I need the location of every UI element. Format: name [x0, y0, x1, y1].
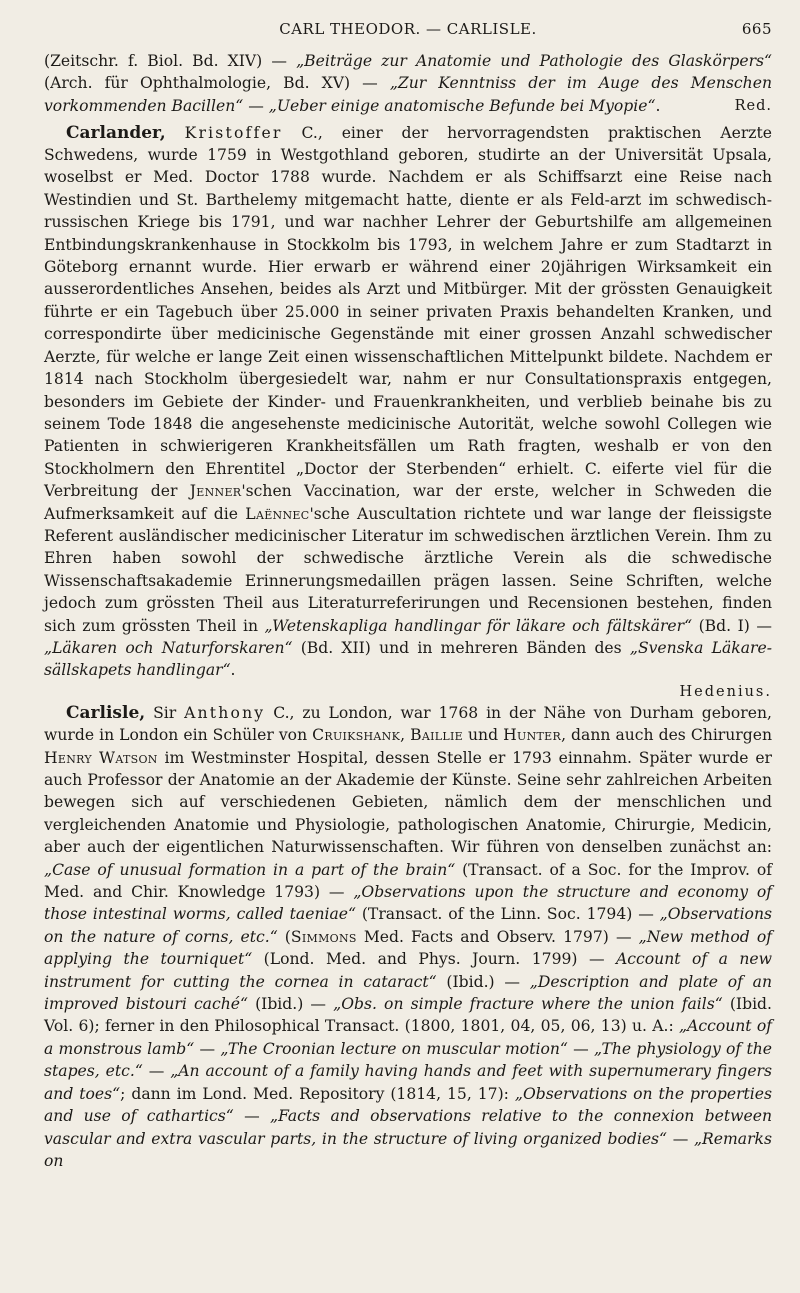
work-title: „New method of applying the tourniquet“ — [44, 927, 772, 969]
work-title: „Obs. on simple fracture where the union fails“ — [333, 995, 723, 1014]
work-title: „The physiology of the stapes, etc.“ — [44, 1039, 772, 1081]
text: — — [243, 96, 269, 115]
entry-headword: Carlisle, — [66, 702, 146, 723]
work-title: „Observations on the nature of corns, etc.“ — [44, 905, 772, 946]
person-name: Jenner — [189, 482, 242, 501]
person-name: Laënnec — [245, 504, 310, 523]
work-title: „Remarks on — [44, 1129, 773, 1170]
text: Sir — [145, 703, 185, 722]
entry-forename: Anthony — [184, 703, 266, 722]
entry-forename: Kristoffer — [184, 123, 283, 142]
work-title: „Observations on the properties and use of cathartics“ — [44, 1084, 773, 1126]
work-title: „The Croonian lecture on muscular motion“ — [220, 1039, 568, 1058]
person-name: Cruikshank — [312, 726, 401, 745]
work-title: „Case of unusual formation in a part of the brain“ — [44, 860, 456, 879]
work-title: „Wetenskapliga handlingar för läkare och fältskärer“ — [264, 616, 693, 635]
text: (Bd. I) — — [692, 616, 772, 635]
work-title: „Observations upon the structure and economy of those intestinal worms, called taeniae“ — [44, 883, 772, 924]
work-title: „An account of a family having hands and feet with supernumerary fingers and toes“ — [44, 1062, 773, 1103]
text: (Arch. für Ophthalmologie, Bd. XV) — — [44, 74, 390, 93]
work-title: „Beiträge zur Anatomie und Pathologie des Glaskörpers“ — [296, 52, 772, 70]
text: 'sche Auscultation richtete und war lange der fleissigste Referent ausländischer medicinischer Literatur im schwedischen ärztlichen Verein. Ihm zu Ehren haben sowohl der schwedische ärztliche Verein als die schwedische Wissenschaftsakademie Erinnerungsmedaillen prägen lassen. Seine Schriften, welche jedoch zum grössten Theil aus Literaturreferirungen und Recensionen bestehen, finden sich zum grössten Theil in — [44, 504, 772, 635]
work-title: „Läkaren och Naturforskaren“ — [44, 638, 293, 657]
text: . — [230, 661, 236, 680]
text: (Ibid.) — — [436, 972, 530, 991]
text: (Transact. of a Soc. for the Improv. of Med. and Chir. Knowledge 1793) — — [44, 860, 772, 902]
page-number: 665 — [741, 20, 772, 38]
work-title: Account of a new instrument for cutting the cornea in cataract“ — [44, 950, 772, 991]
work-title: „Account of a monstrous lamb“ — [44, 1017, 773, 1058]
entry-headword: Carlander, — [66, 122, 166, 143]
text: Med. Facts and Observ. 1797) — — [356, 927, 639, 946]
text: — — [233, 1107, 271, 1126]
work-title: „Svenska Läkare-sällskapets handlingar“ — [44, 638, 772, 680]
text: (Zeitschr. f. Biol. Bd. XIV) — — [44, 52, 297, 70]
text: C., zu London, war 1768 in der Nähe von Durham geboren, wurde in London ein Schüler von — [44, 703, 772, 745]
text: — — [142, 1062, 171, 1081]
text: C., einer der hervorragendsten praktischen Aerzte Schwedens, wurde 1759 in Westgothland geboren, studirte an der Universität Upsala, woselbst er Med. Doctor 1788 wurde. Nachdem er als Schiffsarzt eine Reise nach Westindien und St. Barthelemy mitgemacht hatte, diente er als Feld-arzt im schwedisch-russischen Kriege bis 1791, und war nachher Lehrer der Geburtshilfe am allgemeinen Entbindungskrankenhause in Stockkolm bis 1793, in welchem Jahre er zum Stadtarzt in Göteborg ernannt wurde. Hier erwarb er während einer 20jährigen Wirksamkeit ein ausserordentliches Ansehen, beides als Arzt und Mitbürger. Mit der grössten Genauigkeit führte er ein Tagebuch über 25.000 in seiner privaten Praxis behandelten Kranken, und correspondirte über medicinische Gegenstände mit einer grossen Anzahl schwedischer Aerzte, für welche er lange Zeit einen wissenschaftlichen Mittelpunkt bildete. Nachdem er 1814 nach Stockholm übergesiedelt war, nahm er nur Consultationspraxis entgegen, besonders im Gebiete der Kinder- und Frauenkrankheiten, und verblieb beinahe bis zu seinem Tode 1848 die angesehenste medicinische Autorität, welche sowohl Collegen wie Patienten in schwierigeren Krankheitsfällen um Rath fragten, weshalb er von den Stockholmern den Ehrentitel „Doctor der Sterbenden“ erhielt. C. eiferte viel für die Verbreitung der — [44, 123, 772, 501]
author-signature: Hedenius. — [679, 683, 772, 700]
running-title: CARL THEODOR. — CARLISLE. — [279, 20, 537, 38]
text: . — [655, 96, 661, 115]
text: im Westminster Hospital, dessen Stelle er 1793 einnahm. Später wurde er auch Professor der Anatomie an der Akademie der Künste. Seine sehr zahlreichen Arbeiten bewegen sich auf verschiedenen Gebieten, nämlich dem der menschlichen und vergleichenden Anatomie und Physiologie, pathologischen Anatomie, Chirurgie, Medicin, aber auch der eigentlichen Naturwissenschaften. Wir führen von denselben zunächst an: — [44, 748, 772, 857]
person-name: Simmons — [290, 927, 357, 946]
person-name: Henry Watson — [44, 748, 158, 767]
text: ; dann im Lond. Med. Repository (1814, 15, 17): — [120, 1084, 515, 1103]
work-title: „Facts and observations relative to the connexion between vascular and extra vascular parts, in the structure of living organized bodies“ — [44, 1107, 772, 1148]
text: (Transact. of the Linn. Soc. 1794) — — [355, 905, 660, 924]
running-head — [44, 20, 772, 50]
author-signature: Red. — [734, 98, 772, 115]
work-title: „Zur Kenntniss der im Auge des Menschen vorkommenden Bacillen“ — [44, 74, 772, 115]
text: , dann auch des Chirurgen — [561, 726, 773, 745]
text: (Ibid.) — — [247, 995, 334, 1014]
person-name: Baillie — [410, 726, 463, 745]
text: — — [667, 1129, 694, 1148]
text: — — [567, 1039, 594, 1058]
work-title: „Description and plate of an improved bistouri caché“ — [44, 972, 772, 1014]
text: (Bd. XII) und in mehreren Bänden des — [292, 638, 630, 657]
text: , — [400, 726, 411, 745]
text: (Lond. Med. and Phys. Journ. 1799) — — [252, 950, 617, 969]
text: 'schen Vaccination, war der erste, welcher in Schweden die Aufmerksamkeit auf die — [44, 482, 772, 523]
person-name: Hunter — [503, 726, 562, 745]
work-title: „Ueber einige anatomische Befunde bei Myopie“ — [268, 96, 656, 115]
text: und — [462, 726, 504, 745]
entry-carlisle — [44, 702, 772, 1173]
text: (Ibid. Vol. 6); ferner in den Philosophical Transact. (1800, 1801, 04, 05, 06, 13) u. A.: — [44, 995, 772, 1036]
text: — — [194, 1039, 221, 1058]
text: ( — [277, 927, 291, 946]
page-body — [44, 50, 772, 1172]
entry-carlander — [44, 122, 772, 682]
